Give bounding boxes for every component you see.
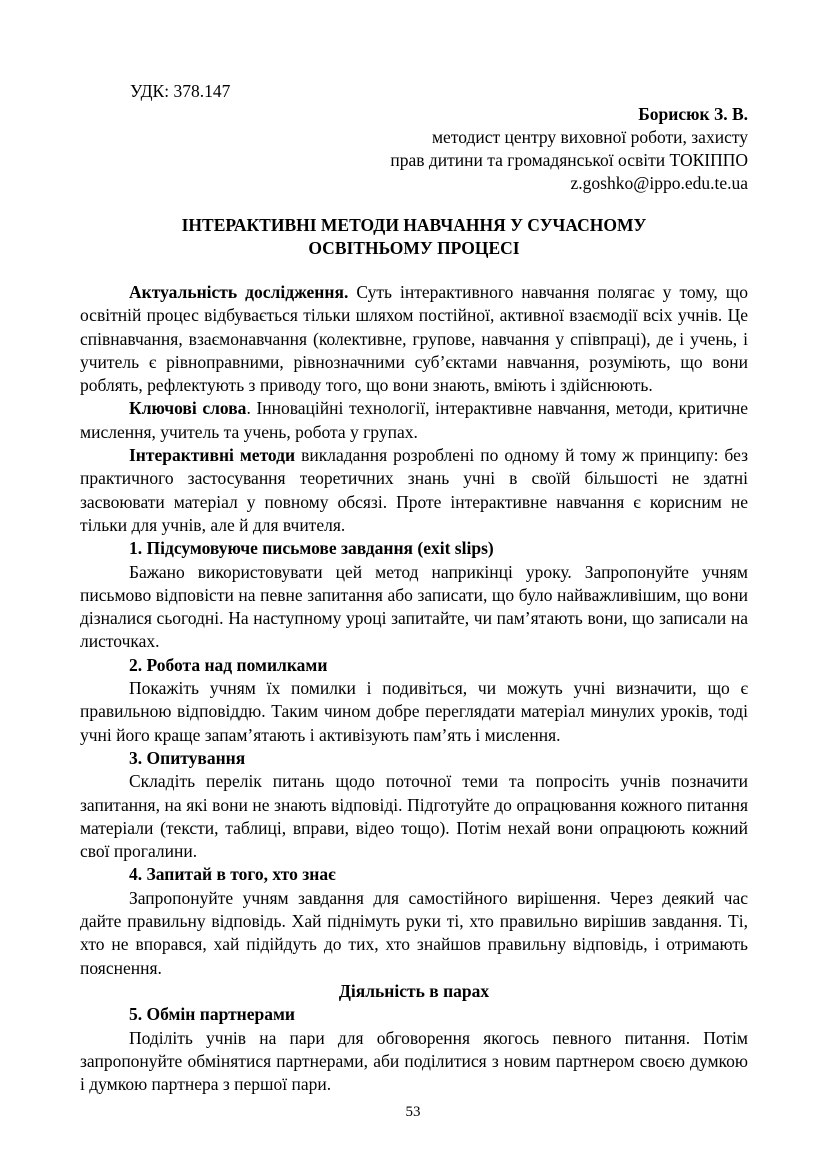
author-affiliation-line1: методист центру виховної роботи, захисту — [431, 127, 748, 147]
relevance-label: Актуальність дослідження. — [129, 282, 349, 302]
interactive-methods-paragraph — [80, 444, 748, 537]
method3-text: Складіть перелік питань щодо поточної теми та попросіть учнів позначити запитання, на які вони не знають відповіді. Підготуйте до опрацювання кожного питання матеріали (тексти, таблиці, вправи, відео тощо). Потім нехай вони опрацюють кожний свої прогалини. — [80, 771, 748, 862]
keywords-label: Ключові слова — [129, 398, 247, 419]
method2-text: Покажіть учням їх помилки і подивіться, чи можуть учні визначити, що є правильною відповіддю. Таким чином добре переглядати матеріал минулих уроків, тоді учні його краще запам’ятають і активізують пам’ять і мислення. — [80, 678, 748, 745]
pairs-section-heading: Діяльність в парах — [338, 980, 490, 1001]
method1-heading: 1. Підсумовуюче письмове завдання (exit slips) — [129, 538, 494, 559]
interactive-methods-text: викладання розроблені по одному й тому ж принципу: без практичного застосування теоретичних знань учні в своїй більшості не здатні засвоювати матеріал у повному обсязі. Проте інтерактивне навчання є корисним не тільки для учнів, але й для вчителя. — [80, 445, 748, 535]
relevance-paragraph — [80, 281, 748, 397]
title-line2: ОСВІТНЬОМУ ПРОЦЕСІ — [308, 238, 520, 258]
interactive-methods-label: Інтерактивні методи — [129, 445, 296, 466]
author-affiliation-line2: прав дитини та громадянської освіти ТОКІППО — [390, 150, 748, 170]
method5-heading: 5. Обмін партнерами — [129, 1004, 296, 1025]
keywords-text: . Інноваційні технології, інтерактивне навчання, методи, критичне мислення, учитель та учень, робота у групах. — [80, 398, 749, 442]
relevance-text: Суть інтерактивного навчання полягає у тому, що освітній процес відбувається тільки шляхом постійної, активної взаємодії всіх учнів. Це співнавчання, взаємонавчання (колективне, групове, навчання у співпраці), де і учень, і учитель є рівноправними, рівнозначними суб’єктами навчання, розуміють, що вони роблять, рефлектують з приводу того, що вони знають, вміють і здійснюють. — [80, 282, 748, 396]
method5-text: Поділіть учнів на пари для обговорення якогось певного питання. Потім запропонуйте обмінятися партнерами, аби поділитися з новим партнером своєю думкою і думкою партнера з першої пари. — [80, 1027, 748, 1095]
author-name: Борисюк З. В. — [638, 104, 748, 124]
author-email: z.goshko@ippo.edu.te.ua — [570, 173, 748, 193]
keywords-paragraph — [80, 397, 748, 444]
author-block — [390, 103, 748, 195]
page-number: 53 — [405, 1104, 421, 1120]
method2-heading: 2. Робота над помилками — [129, 654, 328, 675]
method1-text: Бажано використовувати цей метод наприкінці уроку. Запропонуйте учням письмово відповісти на певне запитання або записати, що було найважливішим, що вони дізналися сьогодні. На наступному уроці запитайте, чи пам’ятають вони, що записали на листочках. — [80, 561, 748, 652]
method4-text: Запропонуйте учням завдання для самостійного вирішення. Через деякий час дайте правильну відповідь. Хай піднімуть руки ті, хто правильно вирішив завдання. Ті, хто не впорався, хай підійдуть до тих, хто знайшов правильну відповідь, і отримають пояснення. — [80, 887, 748, 978]
title-line1: ІНТЕРАКТИВНІ МЕТОДИ НАВЧАННЯ У СУЧАСНОМУ — [181, 215, 647, 235]
udk-code: УДК: 378.147 — [130, 81, 231, 101]
method4-heading: 4. Запитай в того, хто знає — [129, 864, 336, 885]
article-body — [80, 281, 748, 1096]
article-title — [80, 214, 748, 260]
method3-heading: 3. Опитування — [129, 747, 246, 768]
